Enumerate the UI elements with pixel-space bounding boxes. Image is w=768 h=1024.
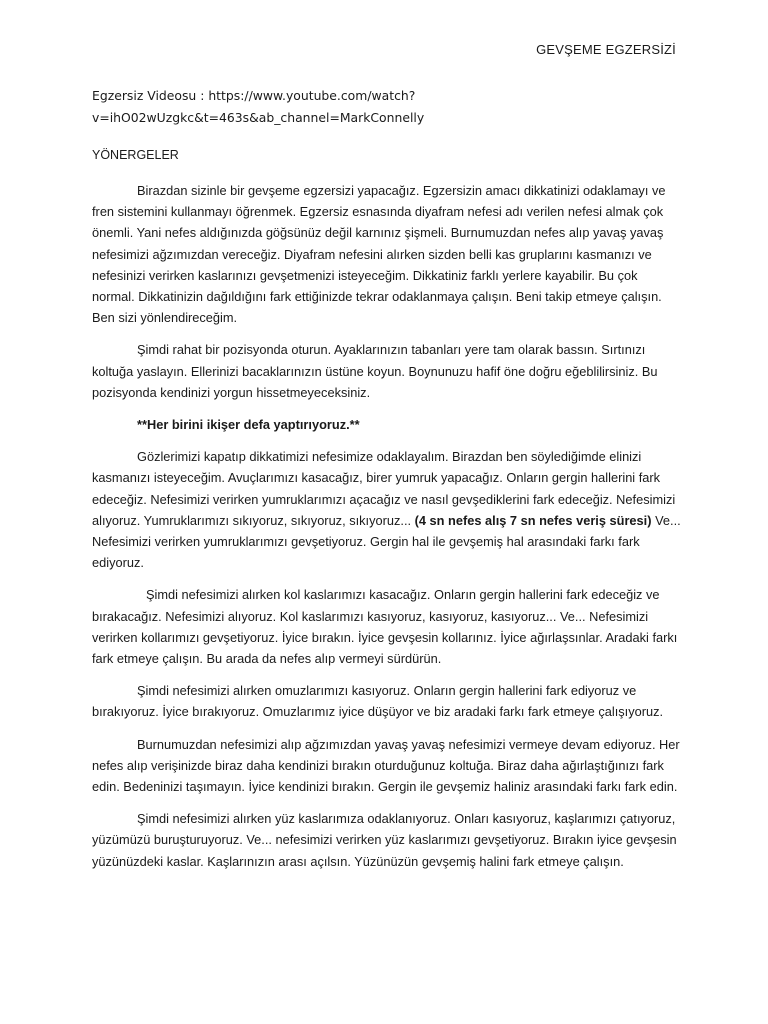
paragraph-shoulders: Şimdi nefesimizi alırken omuzlarımızı kasıyoruz. Onların gergin hallerini fark ediyoruz ve bırakıyoruz. İyice bırakıyoruz. Omuzlarımız iyice düşüyor ve biz aradaki farkı fark etmeye çalışıyoruz.: [92, 683, 664, 720]
paragraph-hands: [92, 446, 682, 573]
instructions-heading: YÖNERGELER: [92, 148, 179, 162]
page-header-title: GEVŞEME EGZERSİZİ: [536, 42, 676, 57]
paragraph-position: Şimdi rahat bir pozisyonda oturun. Ayaklarınızın tabanları yere tam olarak bassın. Sırtınızı koltuğa yaslayın. Ellerinizi bacaklarınızın üstüne koyun. Boynunuzu hafif öne doğru eğeblilirsiniz. Bu pozisyonda kendinizi yorgun hissetmeyeceksiniz.: [92, 342, 658, 400]
video-link-block[interactable]: [92, 85, 692, 129]
paragraph-breathing: Burnumuzdan nefesimizi alıp ağzımızdan yavaş yavaş nefesimizi vermeye devam ediyoruz. Her nefes alıp verişinizde biraz daha kendinizi bırakın oturduğunuz koltuğa. Biraz daha ağırlaştığınızı fark edin. Bedeninizi taşımayın. İyice kendinizi bırakın. Gergin ile gevşemiz haliniz arasındaki farkı fark edin.: [92, 736, 680, 795]
instructions-body: [92, 180, 682, 883]
paragraph-arms: Şimdi nefesimizi alırken kol kaslarımızı kasacağız. Onların gergin hallerini fark edeceğiz ve bırakacağız. Nefesimizi alıyoruz. Kol kaslarımızı kasıyoruz, kasıyoruz, kasıyoruz... Ve... Nefesimizi verirken kollarımızı gevşetiyoruz. İyice bırakın. İyice gevşesin kollarınız. İyice ağırlaşsınlar. Aradaki farkı fark etmeye çalışın. Bu arada da nefes alıp vermeyi sürdürün.: [92, 587, 678, 667]
paragraph-face: Şimdi nefesimizi alırken yüz kaslarımıza odaklanıyoruz. Onları kasıyoruz, kaşlarımızı çatıyoruz, yüzümüzü buruşturuyoruz. Ve... nefesimizi verirken yüz kaslarımızı gevşetiyoruz. Bırakın iyice gevşesin yüzünüzdeki kaslar. Kaşlarınızın arası açılsın. Yüzünüzün gevşemiş halini fark etmeye çalışın.: [92, 811, 677, 869]
paragraph-hands-part-b: Ve... Nefesimizi verirken yumruklarımızı gevşetiyoruz. Gergin hal ile gevşemiş hal arasındaki farkı fark ediyoruz.: [92, 512, 681, 571]
breathing-timing-note: (4 sn nefes alış 7 sn nefes veriş süresi): [414, 512, 652, 528]
video-link-label[interactable]: Egzersiz Videosu : https://www.youtube.com/watch?: [92, 88, 416, 103]
paragraph-repeat-note: **Her birini ikişer defa yaptırıyoruz.**: [137, 417, 360, 433]
video-link-url[interactable]: v=ihO02wUzgkc&t=463s&ab_channel=MarkConnelly: [92, 110, 425, 125]
paragraph-intro: Birazdan sizinle bir gevşeme egzersizi yapacağız. Egzersizin amacı dikkatinizi odaklamayı ve fren sistemini kullanmayı öğrenmek. Egzersiz esnasında diyafram nefesi adı verilen nefesi almak çok önemli. Yani nefes aldığınızda göğsünüz değil karnınız şişmeli. Burnumuzdan nefes alıp yavaş yavaş nefesimizi ağzımızdan vereceğiz. Diyafram nefesini alırken sizden belli kas gruplarını kasmanızı ve nefesinizi verirken kaslarınızı gevşetmenizi isteyeceğim. Dikkatiniz farklı yerlere kayabilir. Bu çok normal. Dikkatinizin dağıldığını fark ettiğinizde tekrar odaklanmaya çalışın. Beni takip etmeye çalışın. Ben sizi yönlendireceğim.: [92, 183, 666, 326]
paragraph-hands-part-a: Gözlerimizi kapatıp dikkatimizi nefesimize odaklayalım. Birazdan ben söylediğimde elinizi kasmanızı isteyeceğim. Avuçlarımızı kasacağız, birer yumruk yapacağız. Onların gergin hallerini fark edeceğiz. Nefesimizi verirken yumruklarımızı açacağız ve nasıl gevşediklerini fark edeceğiz. Nefesimizi alıyoruz. Yumruklarımızı sıkıyoruz, sıkıyoruz, sıkıyoruz...: [92, 449, 676, 528]
